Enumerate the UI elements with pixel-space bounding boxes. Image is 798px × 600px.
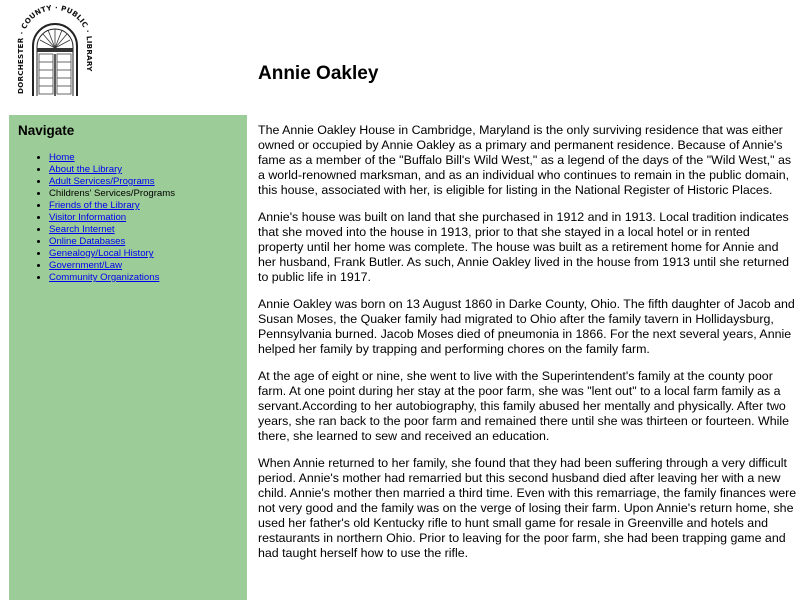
nav-link-search-internet[interactable]: Search Internet: [49, 224, 115, 235]
nav-item-online-databases: [49, 236, 175, 248]
nav-item-community: [49, 272, 175, 284]
nav-link-home[interactable]: Home: [49, 152, 75, 163]
main-content: [258, 123, 798, 573]
content-paragraph: Annie Oakley was born on 13 August 1860 in Darke County, Ohio. The fifth daughter of Jacob and Susan Moses, the Quaker family had migrated to Ohio after the family tavern in Hollidaysburg, Pennsylvania burned. Jacob Moses died of pneumonia in 1866. For the next several years, Annie helped her family by trapping and performing chores on the family farm.: [258, 297, 795, 356]
nav-link-about[interactable]: About the Library: [49, 164, 123, 175]
sidebar-heading: Navigate: [18, 123, 75, 138]
nav-item-about: [49, 164, 175, 176]
nav-item-visitor-info: [49, 212, 175, 224]
nav-link-community[interactable]: Community Organizations: [49, 272, 160, 283]
content-paragraph: The Annie Oakley House in Cambridge, Maryland is the only surviving residence that was either owned or occupied by Annie Oakley as a primary and permanent residence. Because of Annie's fame as a member of the "Buffalo Bill's Wild West," as a legend of the days of the "Wild West," as a world-renowned marksman, and as an individual who continues to remain in the public domain, this house, associated with her, is eligible for listing in the National Register of Historic Places.: [258, 123, 792, 197]
nav-item-genealogy: [49, 248, 175, 260]
nav-link-online-databases[interactable]: Online Databases: [49, 236, 126, 247]
nav-item-search-internet: [49, 224, 175, 236]
page-title: Annie Oakley: [258, 63, 379, 84]
nav-item-government: [49, 260, 175, 272]
nav-current-childrens-services: Childrens' Services/Programs: [49, 188, 176, 199]
sidebar: [9, 115, 247, 600]
content-paragraph: When Annie returned to her family, she found that they had been suffering through a very difficult period. Annie's mother had remarried but this second husband died after leaving her with a new child. Annie's mother then married a third time. Even with this remarriage, the family finances were not very good and the family was on the verge of losing their farm. Upon Annie's return home, she used her father's old Kentucky rifle to hunt small game for resale in Greenville and hotels and restaurants in northern Ohio. Prior to leaving for the poor farm, she had been trapping game and had taught herself how to use the rifle.: [258, 456, 797, 560]
nav-link-visitor-info[interactable]: Visitor Information: [49, 212, 127, 223]
nav-item-home: [49, 152, 175, 164]
nav-item-friends: [49, 200, 175, 212]
nav-list: [9, 152, 175, 284]
nav-link-adult-services[interactable]: Adult Services/Programs: [49, 176, 155, 187]
logo-text: DORCHESTER · COUNTY · PUBLIC · LIBRARY: [15, 4, 95, 94]
library-arch-logo-icon: [14, 4, 96, 102]
content-paragraph: Annie's house was built on land that she purchased in 1912 and in 1913. Local tradition indicates that she moved into the house in 1913, prior to that she stayed in a local hotel or in rented property until her home was complete. The house was built as a retirement home for Annie and her husband, Frank Butler. As such, Annie Oakley lived in the house from 1913 until she returned to public life in 1917.: [258, 210, 790, 284]
nav-item-adult-services: [49, 176, 175, 188]
library-logo[interactable]: [14, 4, 96, 102]
nav-item-childrens-services: [49, 188, 175, 200]
content-paragraph: At the age of eight or nine, she went to live with the Superintendent's family at the county poor farm. At one point during her stay at the poor farm, she was "lent out" to a local farm family as a servant.According to her autobiography, this family abused her mentally and physically. After two years, she ran back to the poor farm and remained there until she was thirteen or fourteen. While there, she learned to sew and received an education.: [258, 369, 790, 443]
nav-link-friends[interactable]: Friends of the Library: [49, 200, 140, 211]
nav-link-genealogy[interactable]: Genealogy/Local History: [49, 248, 154, 259]
nav-link-government[interactable]: Government/Law: [49, 260, 123, 271]
